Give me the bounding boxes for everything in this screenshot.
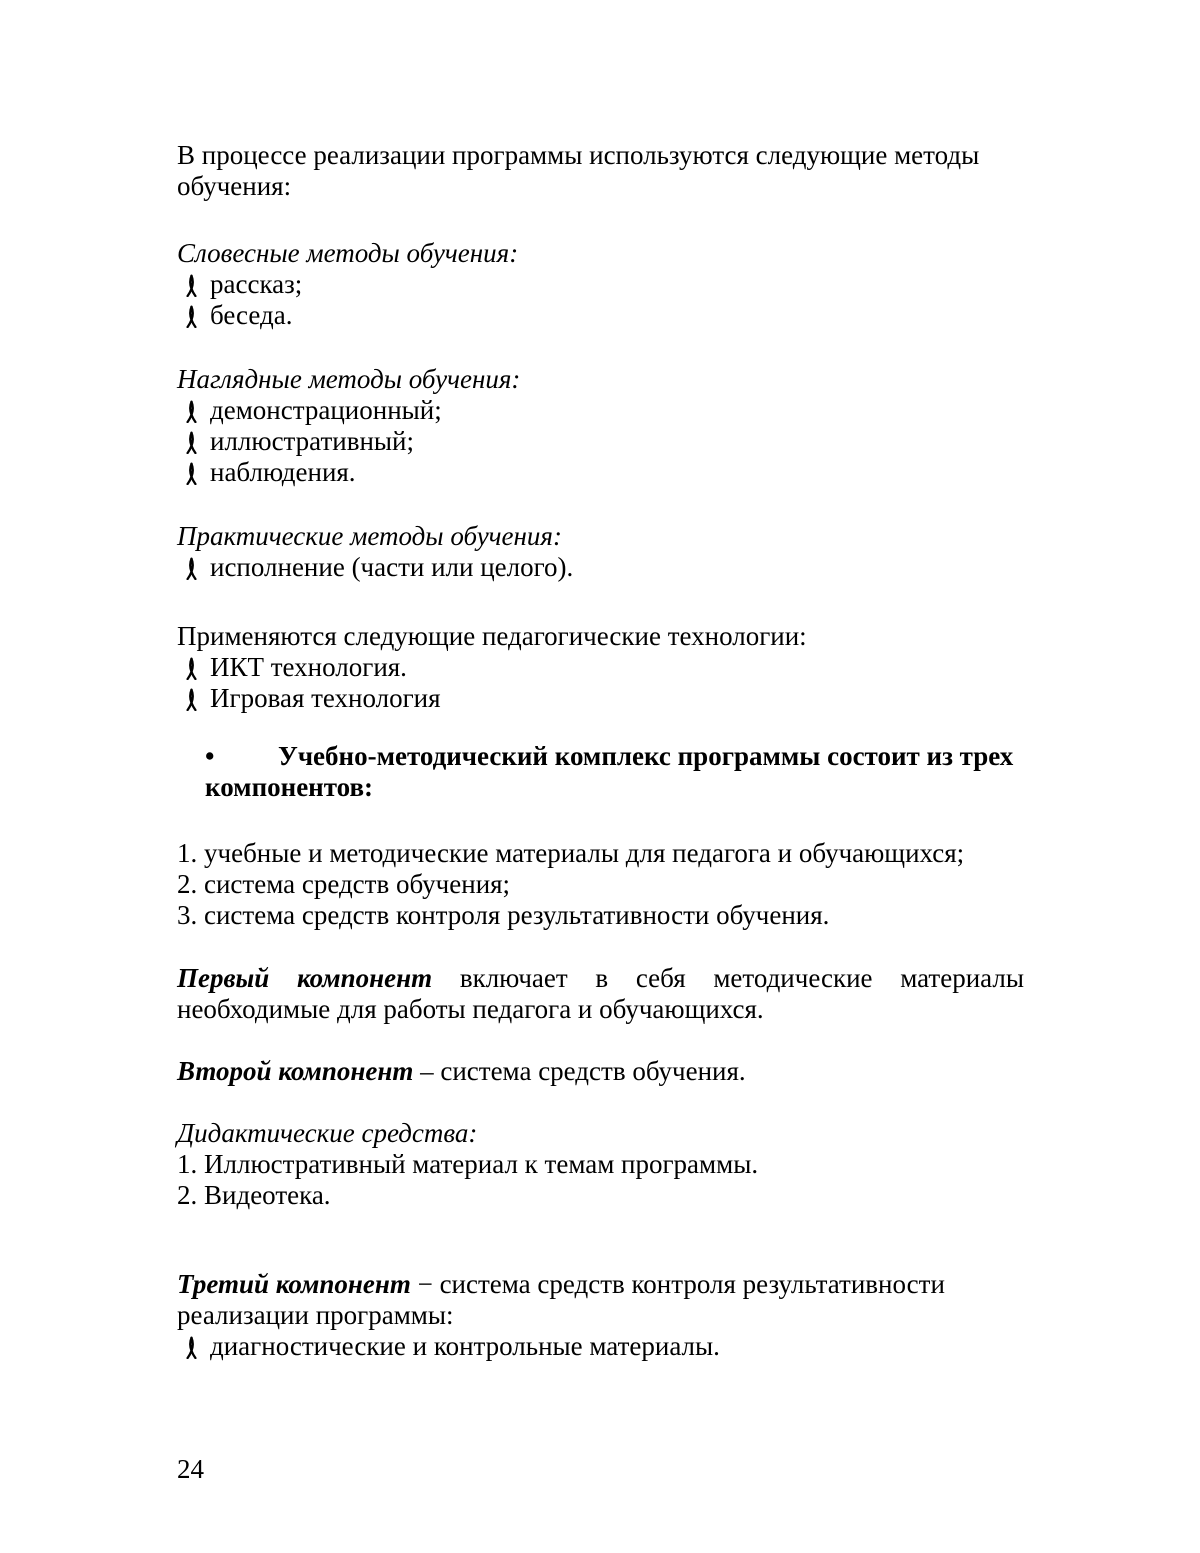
second-component-paragraph <box>177 1056 1024 1087</box>
list-item-label: иллюстративный; <box>210 426 415 456</box>
visual-methods-heading: Наглядные методы обучения: <box>177 364 521 394</box>
list-item-label: диагностические и контрольные материалы. <box>210 1331 720 1361</box>
visual-methods-section <box>177 364 1024 488</box>
ribbon-bullet-icon <box>185 400 198 423</box>
intro-paragraph <box>177 140 1024 202</box>
list-item: 3. система средств контроля результативности обучения. <box>177 900 830 930</box>
third-component-lead: Третий компонент <box>177 1269 411 1299</box>
list-item: 1. Иллюстративный материал к темам программы. <box>177 1149 759 1179</box>
verbal-methods-heading: Словесные методы обучения: <box>177 238 519 268</box>
list-item-label: Игровая технология <box>210 683 441 713</box>
list-item <box>177 269 1024 300</box>
list-item-label: исполнение (части или целого). <box>210 552 574 582</box>
verbal-methods-section <box>177 238 1024 331</box>
first-component-paragraph <box>177 963 1024 1025</box>
first-component-line-2: необходимые для работы педагога и обучающихся. <box>177 994 764 1024</box>
ribbon-bullet-icon <box>185 688 198 711</box>
bullet-dot-icon: • <box>205 741 215 771</box>
list-item-label: демонстрационный; <box>210 395 442 425</box>
list-item-label: беседа. <box>210 300 293 330</box>
third-component-section <box>177 1269 1024 1362</box>
first-component-lead: Первый компонент <box>177 963 433 993</box>
list-item <box>177 457 1024 488</box>
practical-methods-heading: Практические методы обучения: <box>177 521 562 551</box>
second-component-text: – система средств обучения. <box>413 1056 746 1086</box>
umk-line-1-text: Учебно-методический комплекс программы состоит из трех <box>278 741 1014 771</box>
first-component-line-1-text: включает в себя методические материалы <box>432 963 1024 993</box>
list-item <box>177 552 1024 583</box>
intro-line-2: обучения: <box>177 171 292 201</box>
components-list <box>177 838 1024 931</box>
list-item <box>177 1331 1024 1362</box>
page-number: 24 <box>177 1454 204 1484</box>
umk-line-1 <box>205 741 1024 772</box>
list-item-label: ИКТ технология. <box>210 652 407 682</box>
practical-methods-section <box>177 521 1024 583</box>
second-component-lead: Второй компонент <box>177 1056 414 1086</box>
technologies-section <box>177 621 1024 714</box>
ribbon-bullet-icon <box>185 1336 198 1359</box>
ribbon-bullet-icon <box>185 657 198 680</box>
third-component-line-1 <box>177 1269 1024 1300</box>
third-component-line-2: реализации программы: <box>177 1300 454 1330</box>
intro-line-1: В процессе реализации программы используются следующие методы <box>177 140 980 170</box>
list-item <box>177 426 1024 457</box>
list-item: 1. учебные и методические материалы для педагога и обучающихся; <box>177 838 965 868</box>
list-item: 2. система средств обучения; <box>177 869 511 899</box>
ribbon-bullet-icon <box>185 462 198 485</box>
list-item <box>177 300 1024 331</box>
list-item <box>177 683 1024 714</box>
ribbon-bullet-icon <box>185 274 198 297</box>
umk-line-2: компонентов: <box>205 772 374 802</box>
ribbon-bullet-icon <box>185 305 198 328</box>
first-component-line-1 <box>177 963 1024 994</box>
didactic-heading: Дидактические средства: <box>177 1118 478 1148</box>
list-item <box>177 652 1024 683</box>
list-item-label: наблюдения. <box>210 457 356 487</box>
list-item: 2. Видеотека. <box>177 1180 331 1210</box>
list-item-label: рассказ; <box>210 269 303 299</box>
technologies-heading: Применяются следующие педагогические технологии: <box>177 621 807 651</box>
ribbon-bullet-icon <box>185 557 198 580</box>
third-component-line-1-text: − система средств контроля результативности <box>410 1269 945 1299</box>
list-item <box>177 395 1024 426</box>
didactic-section <box>177 1118 1024 1211</box>
umk-paragraph <box>177 741 1024 803</box>
ribbon-bullet-icon <box>185 431 198 454</box>
